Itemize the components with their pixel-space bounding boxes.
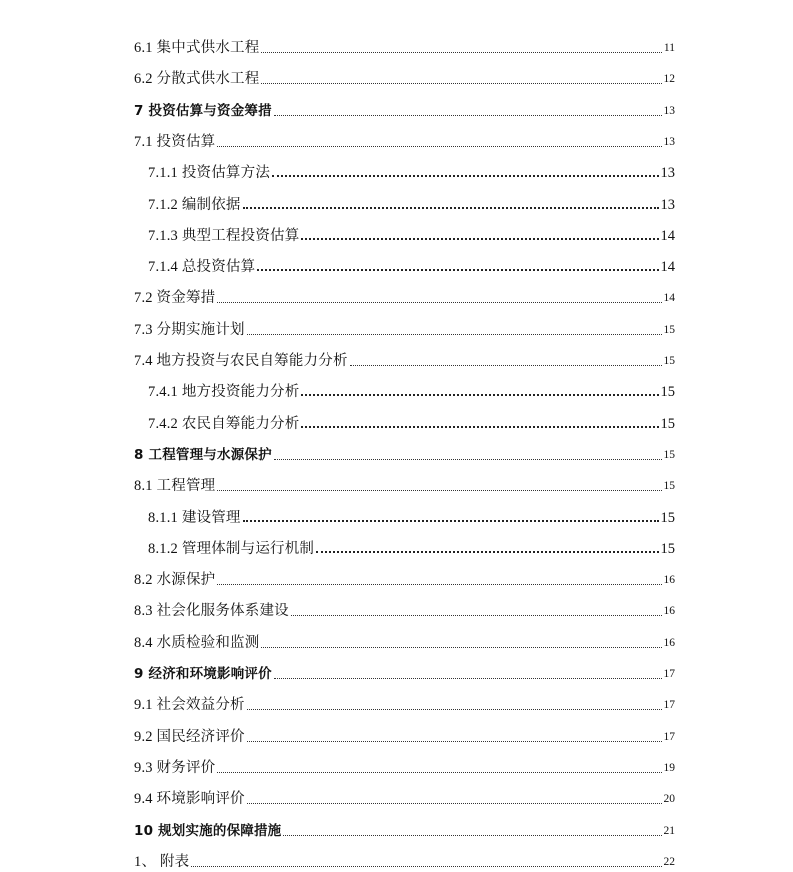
toc-entry[interactable] (134, 753, 675, 777)
toc-leader-dots (350, 364, 662, 366)
toc-entry[interactable] (134, 565, 675, 589)
toc-entry-page-number: 15 (660, 416, 675, 432)
toc-entry-page-number: 16 (663, 637, 675, 649)
toc-entry[interactable] (148, 377, 675, 401)
toc-entry-page-number: 13 (660, 197, 675, 213)
toc-entry[interactable] (134, 847, 675, 871)
toc-entry[interactable] (134, 628, 675, 652)
toc-entry-page-number: 14 (660, 228, 675, 244)
toc-entry-title: 8.2 水源保护 (134, 572, 216, 588)
toc-entry-title: 7.1 投资估算 (134, 134, 216, 150)
toc-leader-dots (261, 82, 661, 84)
toc-entry-page-number: 17 (663, 699, 675, 711)
toc-entry[interactable] (148, 409, 675, 433)
toc-leader-dots (257, 268, 658, 271)
toc-entry[interactable] (134, 784, 675, 808)
toc-entry-title: 6.2 分散式供水工程 (134, 71, 260, 87)
toc-entry-page-number: 17 (663, 668, 675, 680)
toc-entry-page-number: 15 (660, 510, 675, 526)
toc-leader-dots (261, 51, 661, 53)
toc-entry[interactable] (148, 252, 675, 276)
toc-entry[interactable] (134, 471, 675, 495)
toc-entry-title: 7.1.4 总投资估算 (148, 259, 256, 275)
toc-leader-dots (247, 333, 662, 335)
toc-leader-dots (316, 550, 658, 553)
toc-leader-dots (217, 489, 661, 491)
toc-entry-title: 9.4 环境影响评价 (134, 791, 245, 807)
toc-entry[interactable] (134, 659, 675, 683)
toc-entry-page-number: 15 (660, 541, 675, 557)
toc-leader-dots (272, 174, 658, 177)
toc-entry-title: 8.1.1 建设管理 (148, 510, 241, 526)
toc-leader-dots (301, 393, 658, 396)
toc-entry[interactable] (134, 346, 675, 370)
toc-entry-page-number: 17 (663, 731, 675, 743)
toc-leader-dots (283, 834, 661, 836)
toc-leader-dots (301, 425, 658, 428)
toc-entry-page-number: 22 (663, 856, 675, 868)
toc-entry-page-number: 13 (663, 105, 675, 117)
toc-leader-dots (243, 519, 659, 522)
toc-leader-dots (274, 458, 662, 460)
toc-entry-title: 7.2 资金筹措 (134, 290, 216, 306)
toc-entry-title: 7.4.2 农民自筹能力分析 (148, 416, 300, 432)
toc-leader-dots (301, 237, 658, 240)
toc-entry-title: 7.4.1 地方投资能力分析 (148, 384, 300, 400)
toc-entry-title: 9 经济和环境影响评价 (134, 666, 272, 682)
toc-entry-page-number: 19 (663, 762, 675, 774)
toc-entry-page-number: 15 (663, 480, 675, 492)
toc-entry-page-number: 21 (663, 825, 675, 837)
toc-entry-title: 9.1 社会效益分析 (134, 697, 245, 713)
toc-entry-title: 8.4 水质检验和监测 (134, 635, 260, 651)
toc-leader-dots (261, 646, 661, 648)
toc-entry-page-number: 15 (663, 355, 675, 367)
toc-entry[interactable] (148, 221, 675, 245)
toc-leader-dots (291, 614, 662, 616)
toc-entry-title: 7.1.2 编制依据 (148, 197, 241, 213)
toc-entry[interactable] (134, 816, 675, 840)
toc-entry[interactable] (134, 440, 675, 464)
toc-leader-dots (191, 865, 661, 867)
toc-entry[interactable] (148, 534, 675, 558)
toc-entry-page-number: 13 (660, 165, 675, 181)
toc-leader-dots (217, 771, 661, 773)
toc-entry-page-number: 13 (663, 136, 675, 148)
toc-entry-title: 1、 附表 (134, 854, 190, 870)
toc-leader-dots (217, 583, 661, 585)
toc-entry-title: 8 工程管理与水源保护 (134, 447, 272, 463)
toc-entry[interactable] (134, 722, 675, 746)
toc-entry-page-number: 14 (660, 259, 675, 275)
toc-entry[interactable] (134, 127, 675, 151)
toc-entry[interactable] (134, 33, 675, 57)
toc-entry-page-number: 12 (663, 73, 675, 85)
toc-entry-title: 9.3 财务评价 (134, 760, 216, 776)
toc-entry-title: 7.3 分期实施计划 (134, 322, 245, 338)
toc-entry[interactable] (134, 283, 675, 307)
toc-entry-page-number: 15 (663, 449, 675, 461)
toc-entry-title: 10 规划实施的保障措施 (134, 823, 282, 839)
toc-entry[interactable] (134, 96, 675, 120)
toc-entry[interactable] (134, 64, 675, 88)
toc-entry-title: 7 投资估算与资金筹措 (134, 103, 272, 119)
toc-entry-title: 7.1.3 典型工程投资估算 (148, 228, 300, 244)
toc-entry[interactable] (148, 503, 675, 527)
toc-leader-dots (217, 301, 661, 303)
toc-entry-title: 8.3 社会化服务体系建设 (134, 603, 289, 619)
toc-entry-page-number: 20 (663, 793, 675, 805)
toc-entry-page-number: 15 (663, 324, 675, 336)
toc-entry-title: 6.1 集中式供水工程 (134, 40, 260, 56)
toc-entry-title: 9.2 国民经济评价 (134, 729, 245, 745)
toc-entry[interactable] (134, 315, 675, 339)
toc-entry-page-number: 15 (660, 384, 675, 400)
toc-entry-page-number: 14 (663, 292, 675, 304)
toc-entry-title: 8.1 工程管理 (134, 478, 216, 494)
toc-leader-dots (247, 708, 662, 710)
toc-leader-dots (247, 802, 662, 804)
toc-leader-dots (217, 145, 661, 147)
toc-entry-page-number: 11 (663, 42, 675, 54)
toc-leader-dots (274, 677, 662, 679)
toc-leader-dots (274, 114, 662, 116)
toc-entry-page-number: 16 (663, 574, 675, 586)
toc-leader-dots (247, 740, 662, 742)
toc-entry[interactable] (134, 596, 675, 620)
toc-entry-title: 7.1.1 投资估算方法 (148, 165, 271, 181)
toc-leader-dots (243, 206, 659, 209)
toc-entry[interactable] (148, 158, 675, 182)
toc-entry[interactable] (134, 690, 675, 714)
toc-entry[interactable] (148, 190, 675, 214)
toc-entry-title: 7.4 地方投资与农民自筹能力分析 (134, 353, 348, 369)
toc-entry-title: 8.1.2 管理体制与运行机制 (148, 541, 315, 557)
toc-entry-page-number: 16 (663, 605, 675, 617)
